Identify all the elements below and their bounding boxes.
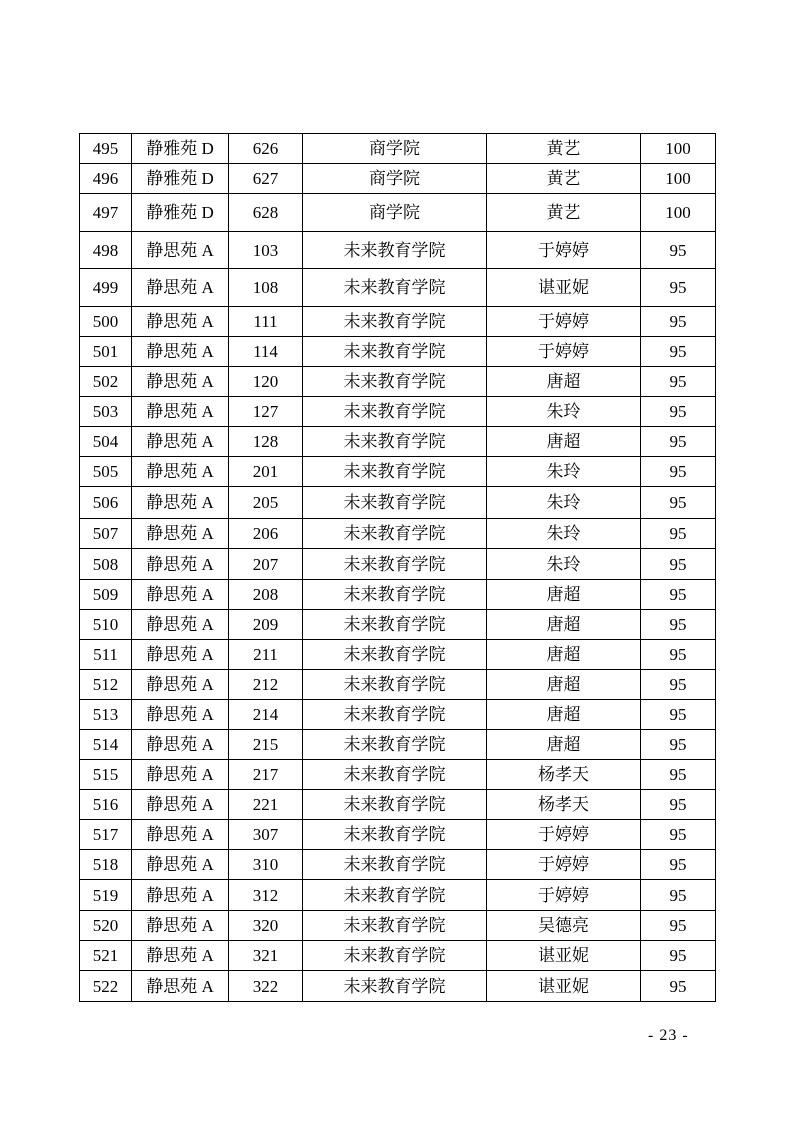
person-cell: 朱玲 [487,397,641,427]
score-cell: 95 [641,457,716,487]
college-cell: 未来教育学院 [303,610,487,640]
table-row [80,730,716,760]
person-cell: 于婷婷 [487,850,641,880]
table-row [80,457,716,487]
table-row [80,519,716,549]
person-cell: 黄艺 [487,134,641,164]
building-cell: 静思苑 A [132,850,229,880]
building-cell: 静思苑 A [132,549,229,580]
row-number: 498 [80,232,132,269]
room-cell: 310 [229,850,303,880]
room-cell: 103 [229,232,303,269]
score-cell: 95 [641,232,716,269]
table-row [80,760,716,790]
table-row [80,850,716,880]
person-cell: 朱玲 [487,549,641,580]
college-cell: 商学院 [303,164,487,194]
row-number: 518 [80,850,132,880]
score-cell: 95 [641,790,716,820]
room-cell: 627 [229,164,303,194]
person-cell: 朱玲 [487,457,641,487]
college-cell: 未来教育学院 [303,397,487,427]
college-cell: 未来教育学院 [303,700,487,730]
building-cell: 静思苑 A [132,911,229,941]
room-cell: 205 [229,487,303,519]
table-row [80,670,716,700]
room-cell: 111 [229,307,303,337]
college-cell: 未来教育学院 [303,850,487,880]
room-cell: 217 [229,760,303,790]
score-cell: 100 [641,164,716,194]
building-cell: 静思苑 A [132,232,229,269]
room-cell: 320 [229,911,303,941]
college-cell: 未来教育学院 [303,790,487,820]
table-row [80,397,716,427]
college-cell: 未来教育学院 [303,307,487,337]
score-cell: 95 [641,580,716,610]
building-cell: 静思苑 A [132,307,229,337]
person-cell: 唐超 [487,367,641,397]
room-cell: 221 [229,790,303,820]
person-cell: 吴德亮 [487,911,641,941]
person-cell: 杨孝天 [487,790,641,820]
row-number: 507 [80,519,132,549]
college-cell: 未来教育学院 [303,880,487,911]
row-number: 499 [80,269,132,307]
college-cell: 未来教育学院 [303,971,487,1002]
table-row [80,971,716,1002]
building-cell: 静思苑 A [132,269,229,307]
score-cell: 95 [641,640,716,670]
row-number: 520 [80,911,132,941]
table-row [80,337,716,367]
row-number: 495 [80,134,132,164]
table-row [80,487,716,519]
score-cell: 100 [641,194,716,232]
score-cell: 95 [641,911,716,941]
person-cell: 唐超 [487,730,641,760]
score-cell: 95 [641,427,716,457]
college-cell: 未来教育学院 [303,269,487,307]
room-cell: 108 [229,269,303,307]
row-number: 505 [80,457,132,487]
person-cell: 谌亚妮 [487,941,641,971]
college-cell: 未来教育学院 [303,367,487,397]
room-cell: 211 [229,640,303,670]
person-cell: 于婷婷 [487,307,641,337]
row-number: 522 [80,971,132,1002]
building-cell: 静思苑 A [132,670,229,700]
college-cell: 未来教育学院 [303,427,487,457]
building-cell: 静思苑 A [132,487,229,519]
person-cell: 谌亚妮 [487,971,641,1002]
row-number: 509 [80,580,132,610]
person-cell: 于婷婷 [487,337,641,367]
table-row [80,367,716,397]
building-cell: 静思苑 A [132,730,229,760]
room-cell: 214 [229,700,303,730]
building-cell: 静思苑 A [132,941,229,971]
room-cell: 128 [229,427,303,457]
score-cell: 95 [641,367,716,397]
score-cell: 95 [641,487,716,519]
row-number: 511 [80,640,132,670]
row-number: 521 [80,941,132,971]
room-cell: 322 [229,971,303,1002]
row-number: 504 [80,427,132,457]
score-cell: 95 [641,397,716,427]
score-cell: 95 [641,337,716,367]
score-cell: 95 [641,670,716,700]
row-number: 517 [80,820,132,850]
college-cell: 商学院 [303,194,487,232]
building-cell: 静雅苑 D [132,194,229,232]
row-number: 515 [80,760,132,790]
person-cell: 唐超 [487,427,641,457]
college-cell: 未来教育学院 [303,670,487,700]
room-cell: 628 [229,194,303,232]
row-number: 508 [80,549,132,580]
building-cell: 静思苑 A [132,427,229,457]
person-cell: 黄艺 [487,194,641,232]
person-cell: 于婷婷 [487,232,641,269]
building-cell: 静思苑 A [132,760,229,790]
score-cell: 95 [641,820,716,850]
room-cell: 127 [229,397,303,427]
score-cell: 95 [641,730,716,760]
table-row [80,820,716,850]
college-cell: 商学院 [303,134,487,164]
person-cell: 唐超 [487,670,641,700]
table-row [80,880,716,911]
room-cell: 307 [229,820,303,850]
score-cell: 95 [641,941,716,971]
college-cell: 未来教育学院 [303,941,487,971]
room-cell: 209 [229,610,303,640]
score-cell: 95 [641,307,716,337]
person-cell: 唐超 [487,640,641,670]
building-cell: 静雅苑 D [132,164,229,194]
building-cell: 静思苑 A [132,700,229,730]
college-cell: 未来教育学院 [303,487,487,519]
table-row [80,610,716,640]
score-cell: 95 [641,850,716,880]
room-cell: 114 [229,337,303,367]
building-cell: 静雅苑 D [132,134,229,164]
person-cell: 黄艺 [487,164,641,194]
person-cell: 唐超 [487,700,641,730]
score-cell: 95 [641,971,716,1002]
score-cell: 95 [641,549,716,580]
row-number: 496 [80,164,132,194]
room-cell: 212 [229,670,303,700]
person-cell: 杨孝天 [487,760,641,790]
table-row [80,911,716,941]
person-cell: 唐超 [487,580,641,610]
college-cell: 未来教育学院 [303,580,487,610]
row-number: 497 [80,194,132,232]
college-cell: 未来教育学院 [303,337,487,367]
person-cell: 朱玲 [487,519,641,549]
room-cell: 312 [229,880,303,911]
college-cell: 未来教育学院 [303,730,487,760]
building-cell: 静思苑 A [132,610,229,640]
score-cell: 100 [641,134,716,164]
building-cell: 静思苑 A [132,640,229,670]
table-row [80,164,716,194]
college-cell: 未来教育学院 [303,820,487,850]
room-cell: 208 [229,580,303,610]
person-cell: 朱玲 [487,487,641,519]
score-cell: 95 [641,610,716,640]
college-cell: 未来教育学院 [303,232,487,269]
row-number: 514 [80,730,132,760]
building-cell: 静思苑 A [132,971,229,1002]
row-number: 501 [80,337,132,367]
row-number: 506 [80,487,132,519]
row-number: 516 [80,790,132,820]
room-cell: 207 [229,549,303,580]
score-cell: 95 [641,519,716,549]
table-row [80,640,716,670]
building-cell: 静思苑 A [132,820,229,850]
building-cell: 静思苑 A [132,337,229,367]
table-row [80,700,716,730]
table-row [80,790,716,820]
college-cell: 未来教育学院 [303,457,487,487]
row-number: 503 [80,397,132,427]
table-row [80,941,716,971]
table-row [80,134,716,164]
person-cell: 于婷婷 [487,820,641,850]
college-cell: 未来教育学院 [303,519,487,549]
table-row [80,427,716,457]
college-cell: 未来教育学院 [303,640,487,670]
person-cell: 唐超 [487,610,641,640]
table-row [80,269,716,307]
row-number: 512 [80,670,132,700]
building-cell: 静思苑 A [132,457,229,487]
row-number: 510 [80,610,132,640]
table-row [80,194,716,232]
building-cell: 静思苑 A [132,519,229,549]
table-body [80,134,716,1002]
row-number: 513 [80,700,132,730]
room-cell: 626 [229,134,303,164]
room-cell: 215 [229,730,303,760]
building-cell: 静思苑 A [132,580,229,610]
row-number: 502 [80,367,132,397]
score-cell: 95 [641,880,716,911]
room-cell: 120 [229,367,303,397]
person-cell: 谌亚妮 [487,269,641,307]
table-row [80,549,716,580]
college-cell: 未来教育学院 [303,549,487,580]
room-cell: 206 [229,519,303,549]
score-cell: 95 [641,269,716,307]
table-row [80,307,716,337]
building-cell: 静思苑 A [132,397,229,427]
building-cell: 静思苑 A [132,790,229,820]
table-row [80,232,716,269]
room-cell: 321 [229,941,303,971]
table-row [80,580,716,610]
row-number: 500 [80,307,132,337]
score-cell: 95 [641,700,716,730]
room-cell: 201 [229,457,303,487]
score-cell: 95 [641,760,716,790]
building-cell: 静思苑 A [132,880,229,911]
college-cell: 未来教育学院 [303,760,487,790]
dormitory-score-table [79,133,716,1002]
person-cell: 于婷婷 [487,880,641,911]
college-cell: 未来教育学院 [303,911,487,941]
building-cell: 静思苑 A [132,367,229,397]
page-number: - 23 - [648,1027,689,1044]
row-number: 519 [80,880,132,911]
